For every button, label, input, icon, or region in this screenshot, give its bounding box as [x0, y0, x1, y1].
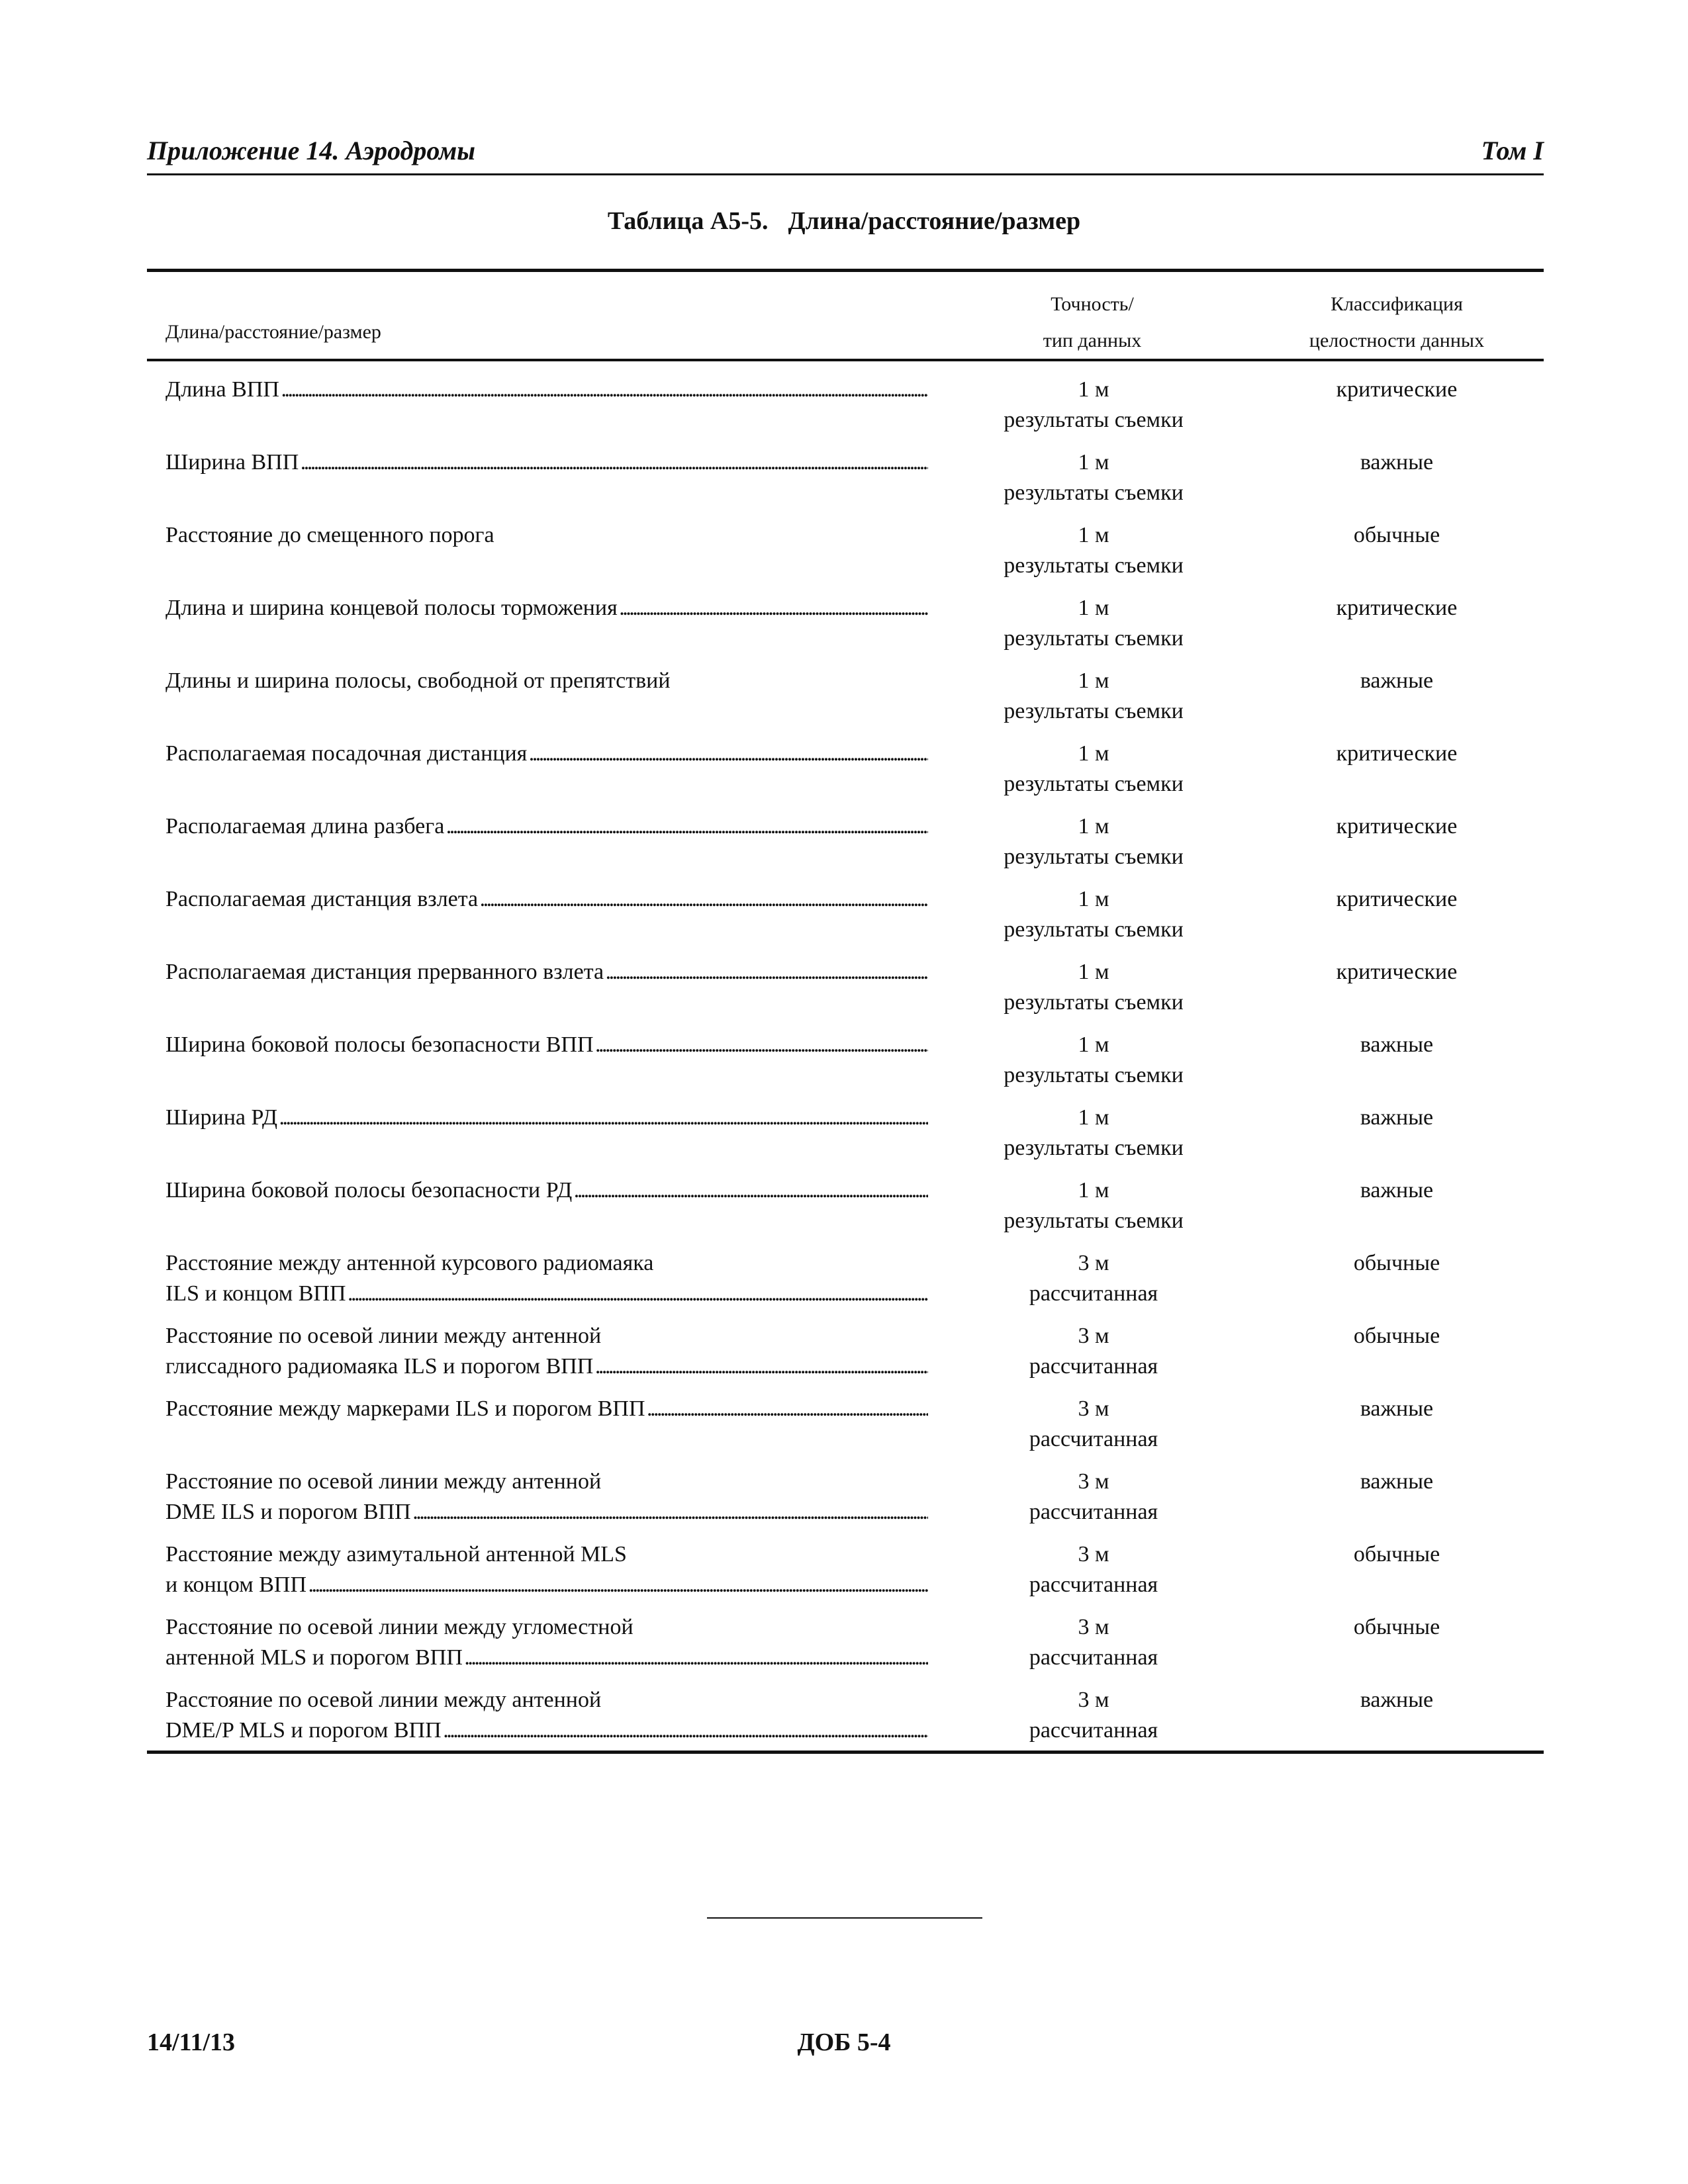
table-caption: Длина/расстояние/размер: [788, 207, 1081, 235]
row-parameter-text: DME/P MLS и порогом ВПП: [165, 1718, 442, 1743]
footer-date: 14/11/13: [147, 2028, 236, 2056]
row-accuracy-cell: [988, 666, 1199, 727]
row-parameter-name: [165, 1539, 928, 1600]
row-accuracy: 3 м: [1078, 1396, 1109, 1421]
row-integrity-class: критические: [1336, 377, 1458, 402]
row-parameter-line: [165, 520, 928, 551]
row-data-type: результаты съемки: [1004, 480, 1184, 505]
row-parameter-line: [165, 1685, 928, 1715]
row-accuracy: 1 м: [1078, 1105, 1109, 1130]
table-row: [147, 520, 1544, 593]
row-integrity-class: важные: [1360, 450, 1434, 475]
row-data-type: результаты съемки: [1004, 408, 1184, 432]
row-accuracy-cell: [988, 1321, 1199, 1382]
row-accuracy: 1 м: [1078, 1178, 1109, 1203]
row-parameter-text: Расстояние по осевой линии между антенной: [165, 1688, 602, 1712]
row-data-type: результаты съемки: [1004, 772, 1184, 796]
table-row: [147, 1030, 1544, 1103]
row-parameter-text: Ширина ВПП: [165, 450, 299, 475]
row-parameter-text: ILS и концом ВПП: [165, 1281, 346, 1306]
table-row: [147, 1612, 1544, 1685]
row-integrity-class: важные: [1360, 1178, 1434, 1203]
row-parameter-text: Располагаемая посадочная дистанция: [165, 741, 528, 766]
row-accuracy-cell: [988, 1248, 1199, 1309]
row-integrity-class: важные: [1360, 1396, 1434, 1421]
row-accuracy-cell: [988, 811, 1199, 872]
column-header-classification-line2: целостности данных: [1309, 330, 1485, 351]
row-parameter-line: [165, 957, 928, 987]
row-data-type: результаты съемки: [1004, 1208, 1184, 1233]
row-integrity-class: критические: [1336, 814, 1458, 839]
row-parameter-line: [165, 1279, 928, 1309]
row-accuracy: 3 м: [1078, 1251, 1109, 1275]
row-accuracy-cell: [988, 1685, 1199, 1746]
row-parameter-text: Длина и ширина концевой полосы торможения: [165, 596, 618, 620]
row-accuracy-cell: [988, 1103, 1199, 1163]
table-row: [147, 884, 1544, 957]
row-parameter-line: [165, 593, 928, 623]
table-row: [147, 1248, 1544, 1321]
row-accuracy-cell: [988, 593, 1199, 654]
row-accuracy: 1 м: [1078, 960, 1109, 984]
row-data-type: результаты съемки: [1004, 553, 1184, 578]
row-parameter-text: Расстояние между антенной курсового радиомаяка: [165, 1251, 654, 1275]
row-parameter-name: [165, 447, 928, 478]
row-parameter-line: [165, 666, 928, 696]
row-parameter-name: [165, 1030, 928, 1060]
row-parameter-name: [165, 1175, 928, 1206]
row-integrity-class: важные: [1360, 1469, 1434, 1494]
table-row: [147, 1394, 1544, 1467]
row-parameter-text: Ширина боковой полосы безопасности РД: [165, 1178, 573, 1203]
row-parameter-text: Располагаемая дистанция прерванного взлета: [165, 960, 604, 984]
row-accuracy: 1 м: [1078, 887, 1109, 911]
row-accuracy: 1 м: [1078, 523, 1109, 547]
row-parameter-name: [165, 1685, 928, 1746]
table-bottom-rule: [147, 1751, 1544, 1754]
row-parameter-name: [165, 884, 928, 915]
running-header-title: Приложение 14. Аэродромы: [147, 136, 476, 165]
row-parameter-line: [165, 1175, 928, 1206]
table-row: [147, 666, 1544, 739]
row-parameter-line: [165, 1715, 928, 1746]
row-data-type: результаты съемки: [1004, 699, 1184, 723]
row-integrity-class: важные: [1360, 668, 1434, 693]
row-data-type: результаты съемки: [1004, 1136, 1184, 1160]
row-data-type: рассчитанная: [1029, 1500, 1158, 1524]
table-row: [147, 739, 1544, 811]
row-integrity-class: критические: [1336, 887, 1458, 911]
column-header-name: Длина/расстояние/размер: [165, 321, 381, 343]
row-parameter-text: и концом ВПП: [165, 1572, 307, 1597]
row-data-type: рассчитанная: [1029, 1281, 1158, 1306]
row-accuracy: 3 м: [1078, 1324, 1109, 1348]
row-data-type: результаты съемки: [1004, 1063, 1184, 1087]
row-accuracy-cell: [988, 739, 1199, 799]
row-parameter-name: [165, 811, 928, 842]
row-integrity-class: критические: [1336, 741, 1458, 766]
row-data-type: результаты съемки: [1004, 626, 1184, 651]
row-integrity-class: обычные: [1353, 1615, 1440, 1639]
table-row: [147, 1539, 1544, 1612]
row-data-type: рассчитанная: [1029, 1427, 1158, 1451]
row-integrity-class: обычные: [1353, 1324, 1440, 1348]
row-parameter-text: Располагаемая дистанция взлета: [165, 887, 479, 911]
footer-page-number: ДОБ 5-4: [797, 2028, 891, 2056]
column-header-accuracy: [986, 286, 1198, 359]
column-header-accuracy-line1: Точность/: [1051, 293, 1134, 315]
row-accuracy-cell: [988, 1175, 1199, 1236]
row-parameter-line: [165, 1570, 928, 1600]
row-data-type: рассчитанная: [1029, 1354, 1158, 1379]
row-accuracy: 3 м: [1078, 1542, 1109, 1567]
column-header-classification-line1: Классификация: [1331, 293, 1463, 315]
row-data-type: рассчитанная: [1029, 1718, 1158, 1743]
table-row: [147, 1175, 1544, 1248]
row-parameter-line: [165, 1321, 928, 1351]
row-accuracy-cell: [988, 520, 1199, 581]
table-row: [147, 1685, 1544, 1758]
table-row: [147, 1103, 1544, 1175]
row-parameter-text: Ширина боковой полосы безопасности ВПП: [165, 1032, 594, 1057]
row-parameter-line: [165, 1351, 928, 1382]
row-accuracy: 3 м: [1078, 1688, 1109, 1712]
row-accuracy: 1 м: [1078, 814, 1109, 839]
table-row: [147, 375, 1544, 447]
table-row: [147, 811, 1544, 884]
row-accuracy-cell: [988, 375, 1199, 435]
table-body: [147, 375, 1544, 1758]
row-parameter-text: Длина ВПП: [165, 377, 279, 402]
row-integrity-class: важные: [1360, 1032, 1434, 1057]
row-parameter-line: [165, 375, 928, 405]
row-parameter-line: [165, 1103, 928, 1133]
row-parameter-name: [165, 1612, 928, 1673]
row-parameter-name: [165, 520, 928, 551]
row-accuracy-cell: [988, 884, 1199, 945]
row-parameter-name: [165, 666, 928, 696]
row-parameter-line: [165, 1497, 928, 1527]
row-parameter-line: [165, 1030, 928, 1060]
running-header-volume: Том I: [1481, 136, 1544, 165]
row-accuracy: 1 м: [1078, 450, 1109, 475]
table-top-rule: [147, 269, 1544, 272]
row-accuracy-cell: [988, 1030, 1199, 1091]
column-header-classification: [1278, 286, 1516, 359]
row-parameter-line: [165, 1612, 928, 1643]
row-data-type: результаты съемки: [1004, 990, 1184, 1015]
row-parameter-text: Длины и ширина полосы, свободной от препятствий: [165, 668, 671, 693]
row-integrity-class: критические: [1336, 596, 1458, 620]
row-parameter-name: [165, 1248, 928, 1309]
row-data-type: рассчитанная: [1029, 1645, 1158, 1670]
row-parameter-line: [165, 739, 928, 769]
row-parameter-line: [165, 811, 928, 842]
row-integrity-class: критические: [1336, 960, 1458, 984]
row-integrity-class: обычные: [1353, 1542, 1440, 1567]
row-parameter-text: Расстояние между маркерами ILS и порогом ВПП: [165, 1396, 645, 1421]
row-accuracy-cell: [988, 1394, 1199, 1455]
table-row: [147, 447, 1544, 520]
row-parameter-name: [165, 1103, 928, 1133]
row-parameter-text: Расстояние по осевой линии между антенной: [165, 1469, 602, 1494]
header-divider: [147, 173, 1544, 175]
row-parameter-text: Расстояние до смещенного порога: [165, 523, 494, 547]
row-accuracy: 1 м: [1078, 668, 1109, 693]
row-parameter-text: Располагаемая длина разбега: [165, 814, 445, 839]
row-parameter-name: [165, 1467, 928, 1527]
row-parameter-name: [165, 375, 928, 405]
row-parameter-name: [165, 1321, 928, 1382]
row-parameter-line: [165, 1467, 928, 1497]
row-parameter-text: Расстояние по осевой линии между угломестной: [165, 1615, 633, 1639]
row-accuracy-cell: [988, 1539, 1199, 1600]
table-title: [0, 206, 1688, 236]
row-parameter-text: глиссадного радиомаяка ILS и порогом ВПП: [165, 1354, 594, 1379]
end-of-table-separator: [707, 1917, 982, 1919]
row-parameter-name: [165, 1394, 928, 1424]
row-accuracy: 1 м: [1078, 741, 1109, 766]
row-integrity-class: обычные: [1353, 1251, 1440, 1275]
row-accuracy: 1 м: [1078, 596, 1109, 620]
row-parameter-name: [165, 739, 928, 769]
row-parameter-name: [165, 593, 928, 623]
row-accuracy-cell: [988, 1467, 1199, 1527]
table-row: [147, 593, 1544, 666]
row-parameter-line: [165, 1394, 928, 1424]
row-accuracy: 1 м: [1078, 377, 1109, 402]
row-parameter-text: Расстояние между азимутальной антенной MLS: [165, 1542, 627, 1567]
row-parameter-line: [165, 884, 928, 915]
row-parameter-line: [165, 1643, 928, 1673]
row-parameter-line: [165, 1539, 928, 1570]
row-accuracy: 3 м: [1078, 1615, 1109, 1639]
row-accuracy: 3 м: [1078, 1469, 1109, 1494]
row-data-type: рассчитанная: [1029, 1572, 1158, 1597]
row-accuracy-cell: [988, 447, 1199, 508]
row-parameter-text: Расстояние по осевой линии между антенной: [165, 1324, 602, 1348]
row-integrity-class: обычные: [1353, 523, 1440, 547]
row-parameter-name: [165, 957, 928, 987]
column-header-accuracy-line2: тип данных: [1043, 330, 1142, 351]
row-accuracy-cell: [988, 957, 1199, 1018]
row-parameter-line: [165, 1248, 928, 1279]
row-accuracy: 1 м: [1078, 1032, 1109, 1057]
row-data-type: результаты съемки: [1004, 844, 1184, 869]
row-parameter-text: DME ILS и порогом ВПП: [165, 1500, 411, 1524]
row-parameter-line: [165, 447, 928, 478]
row-data-type: результаты съемки: [1004, 917, 1184, 942]
row-accuracy-cell: [988, 1612, 1199, 1673]
table-number: Таблица A5-5.: [607, 207, 769, 235]
row-parameter-text: Ширина РД: [165, 1105, 278, 1130]
row-integrity-class: важные: [1360, 1105, 1434, 1130]
table-row: [147, 1321, 1544, 1394]
table-row: [147, 1467, 1544, 1539]
table-row: [147, 957, 1544, 1030]
row-parameter-text: антенной MLS и порогом ВПП: [165, 1645, 463, 1670]
table-header-rule: [147, 359, 1544, 361]
row-integrity-class: важные: [1360, 1688, 1434, 1712]
